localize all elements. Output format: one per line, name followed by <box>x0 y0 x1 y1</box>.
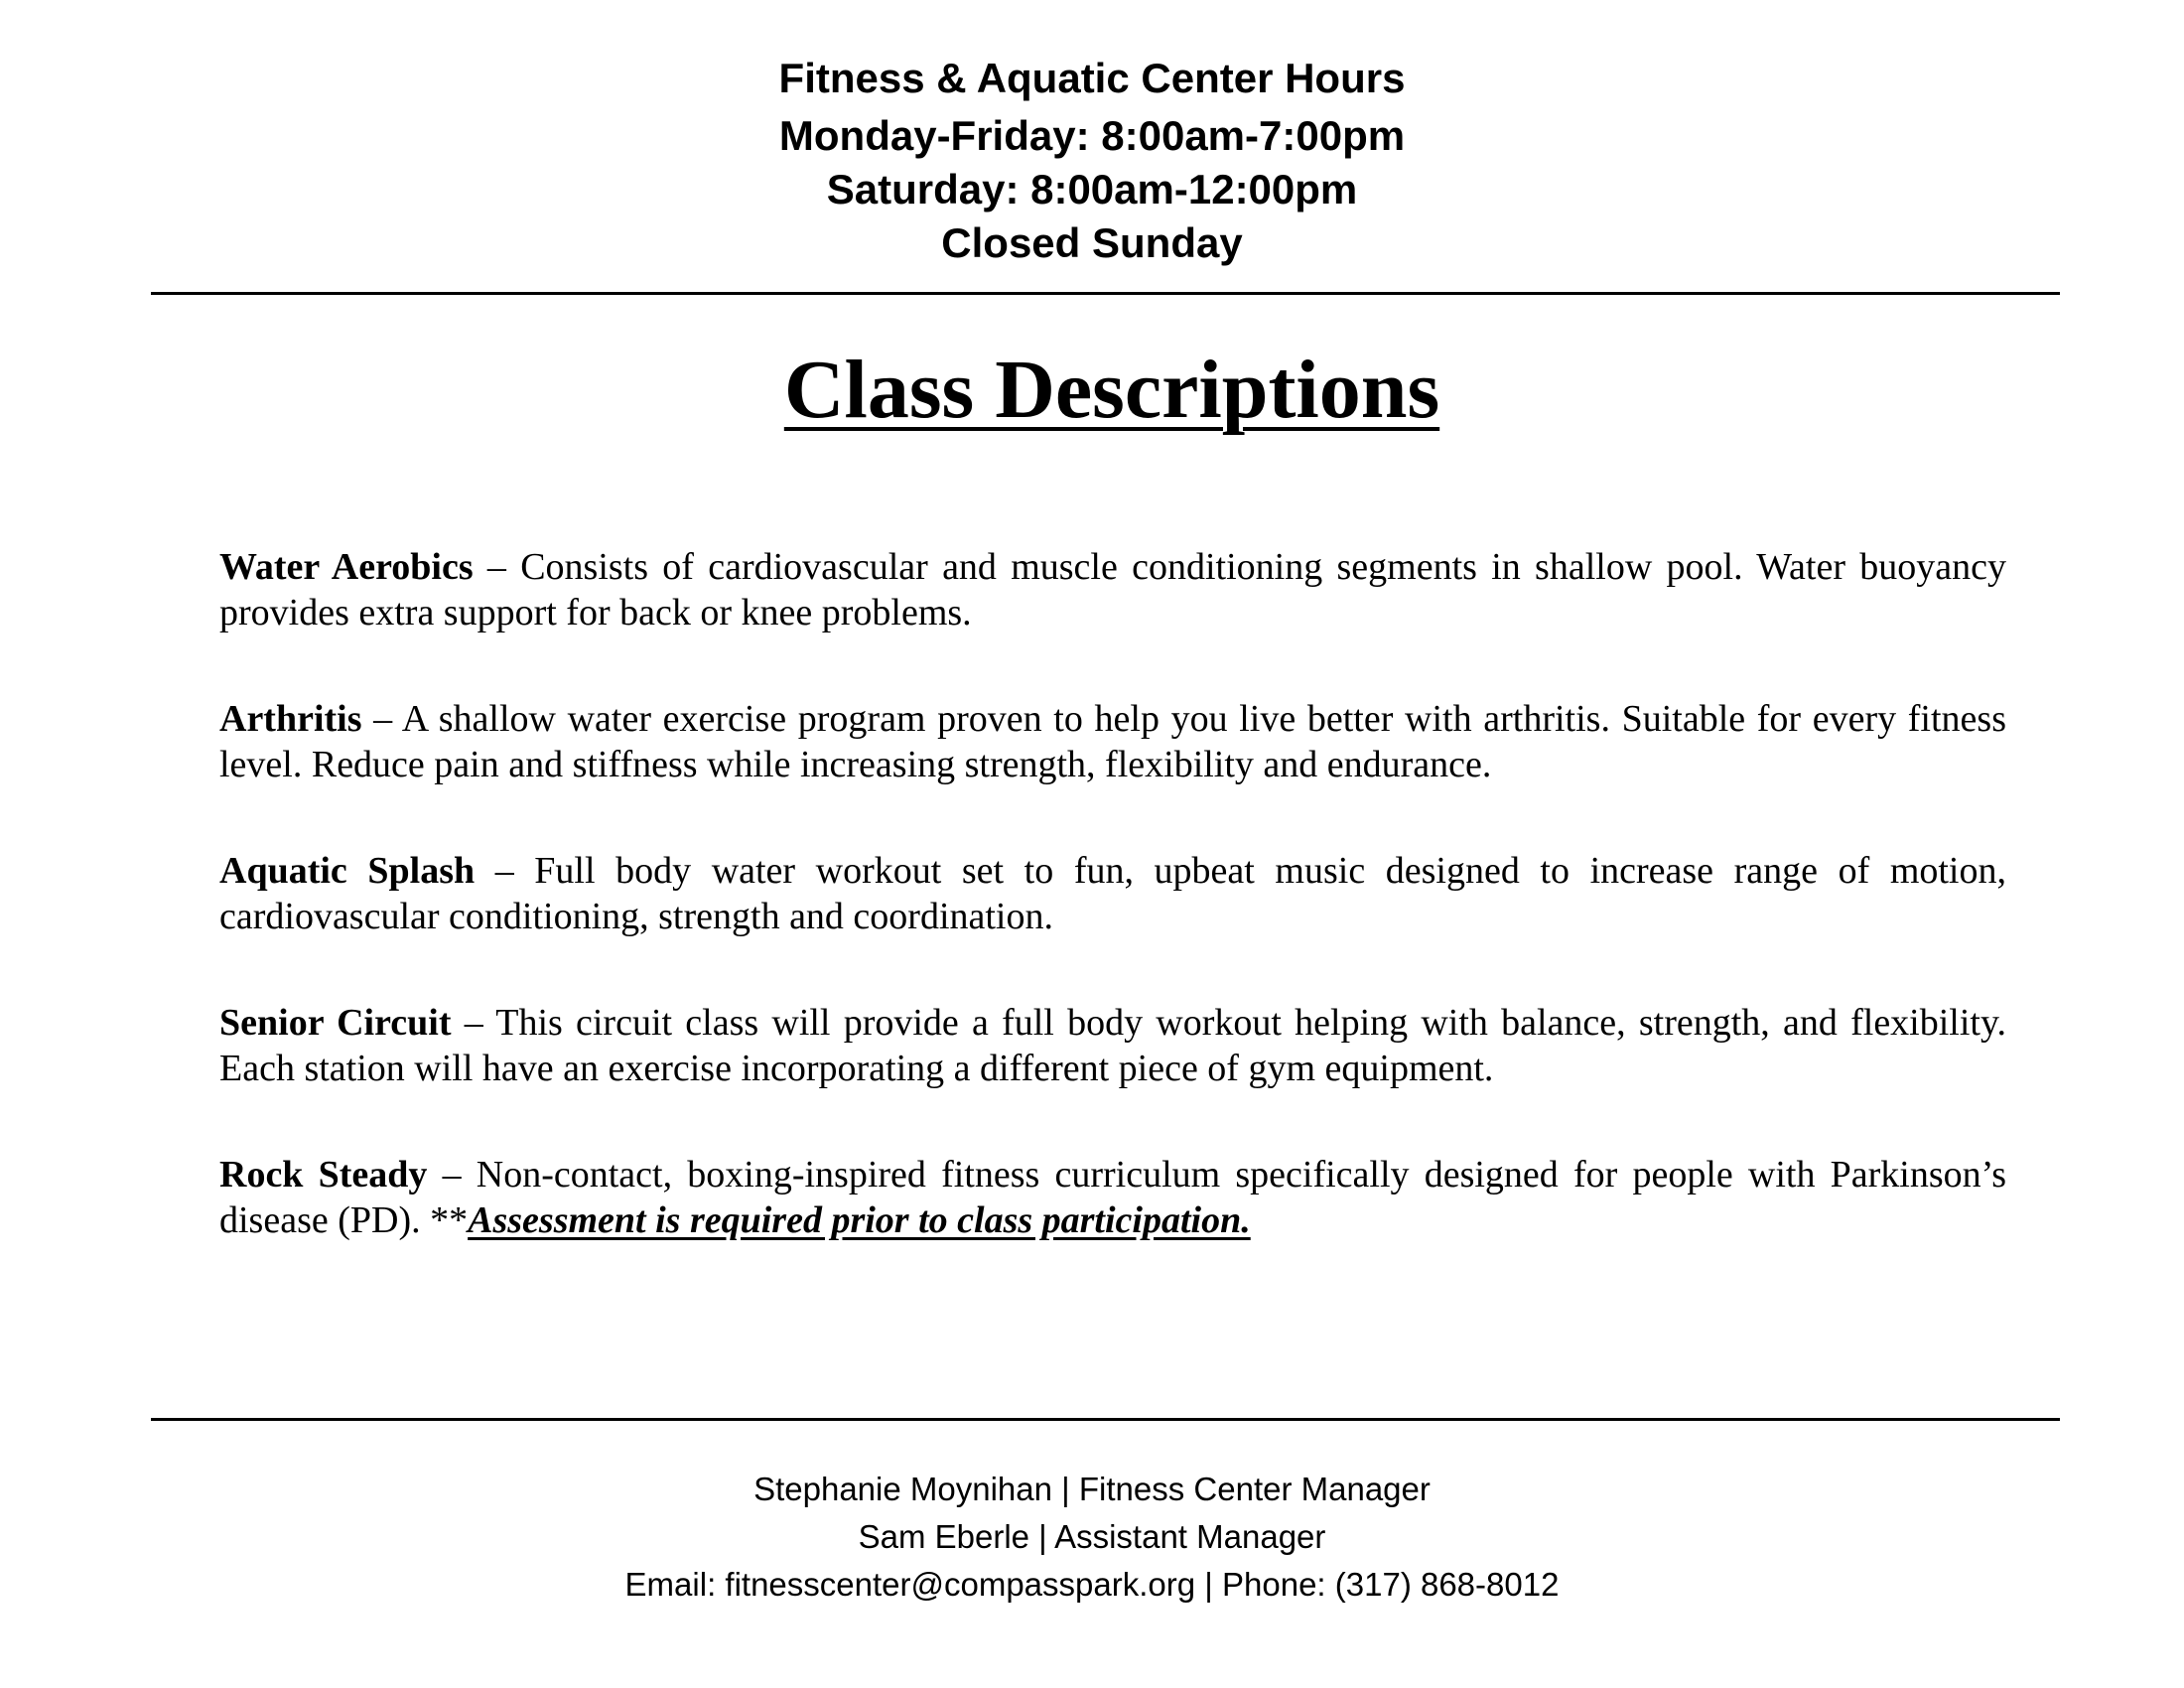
hours-saturday: Saturday: 8:00am-12:00pm <box>826 166 1358 212</box>
class-name: Senior Circuit <box>219 1002 452 1044</box>
class-text: – A shallow water exercise program proven to help you live better with arthritis. Suitable for every fitness level. Reduce pain and stiffness while increasing strength, flexibility and endurance. <box>219 698 2006 785</box>
footer-manager: Stephanie Moynihan | Fitness Center Manager <box>753 1471 1431 1507</box>
class-name: Arthritis <box>219 698 362 740</box>
class-name: Water Aerobics <box>219 546 474 588</box>
class-list <box>219 544 2006 1304</box>
class-description-water-aerobics <box>219 544 2006 635</box>
class-description-rock-steady <box>219 1152 2006 1243</box>
hours-weekday: Monday-Friday: 8:00am-7:00pm <box>778 112 1406 159</box>
top-divider <box>151 292 2060 295</box>
footer-contact: Email: fitnesscenter@compasspark.org | Phone: (317) 868-8012 <box>624 1566 1560 1603</box>
assessment-note: Assessment is required prior to class participation. <box>468 1199 1251 1241</box>
class-description-aquatic-splash <box>219 848 2006 939</box>
class-description-senior-circuit <box>219 1000 2006 1091</box>
footer-contacts <box>0 1466 2184 1609</box>
bottom-divider <box>151 1418 2060 1421</box>
section-title: Class Descriptions <box>783 344 1440 436</box>
class-name: Aquatic Splash <box>219 850 476 892</box>
footer-assistant: Sam Eberle | Assistant Manager <box>858 1518 1326 1555</box>
class-text: – Non-contact, boxing-inspired fitness curriculum specifically designed for people with Parkinson’s disease (PD). ** <box>219 1154 2007 1241</box>
class-name: Rock Steady <box>219 1154 428 1196</box>
hours-sunday: Closed Sunday <box>941 219 1243 266</box>
hours-title: Fitness & Aquatic Center Hours <box>778 55 1406 101</box>
class-text: – Consists of cardiovascular and muscle conditioning segments in shallow pool. Water buoyancy provides extra support for back or knee problems. <box>219 546 2006 633</box>
class-description-arthritis <box>219 696 2006 787</box>
class-text: – Full body water workout set to fun, upbeat music designed to increase range of motion, cardiovascular conditioning, strength and coordination. <box>219 850 2006 937</box>
class-text: – This circuit class will provide a full body workout helping with balance, strength, and flexibility. Each station will have an exercise incorporating a different piece of gym equipment. <box>219 1002 2006 1089</box>
